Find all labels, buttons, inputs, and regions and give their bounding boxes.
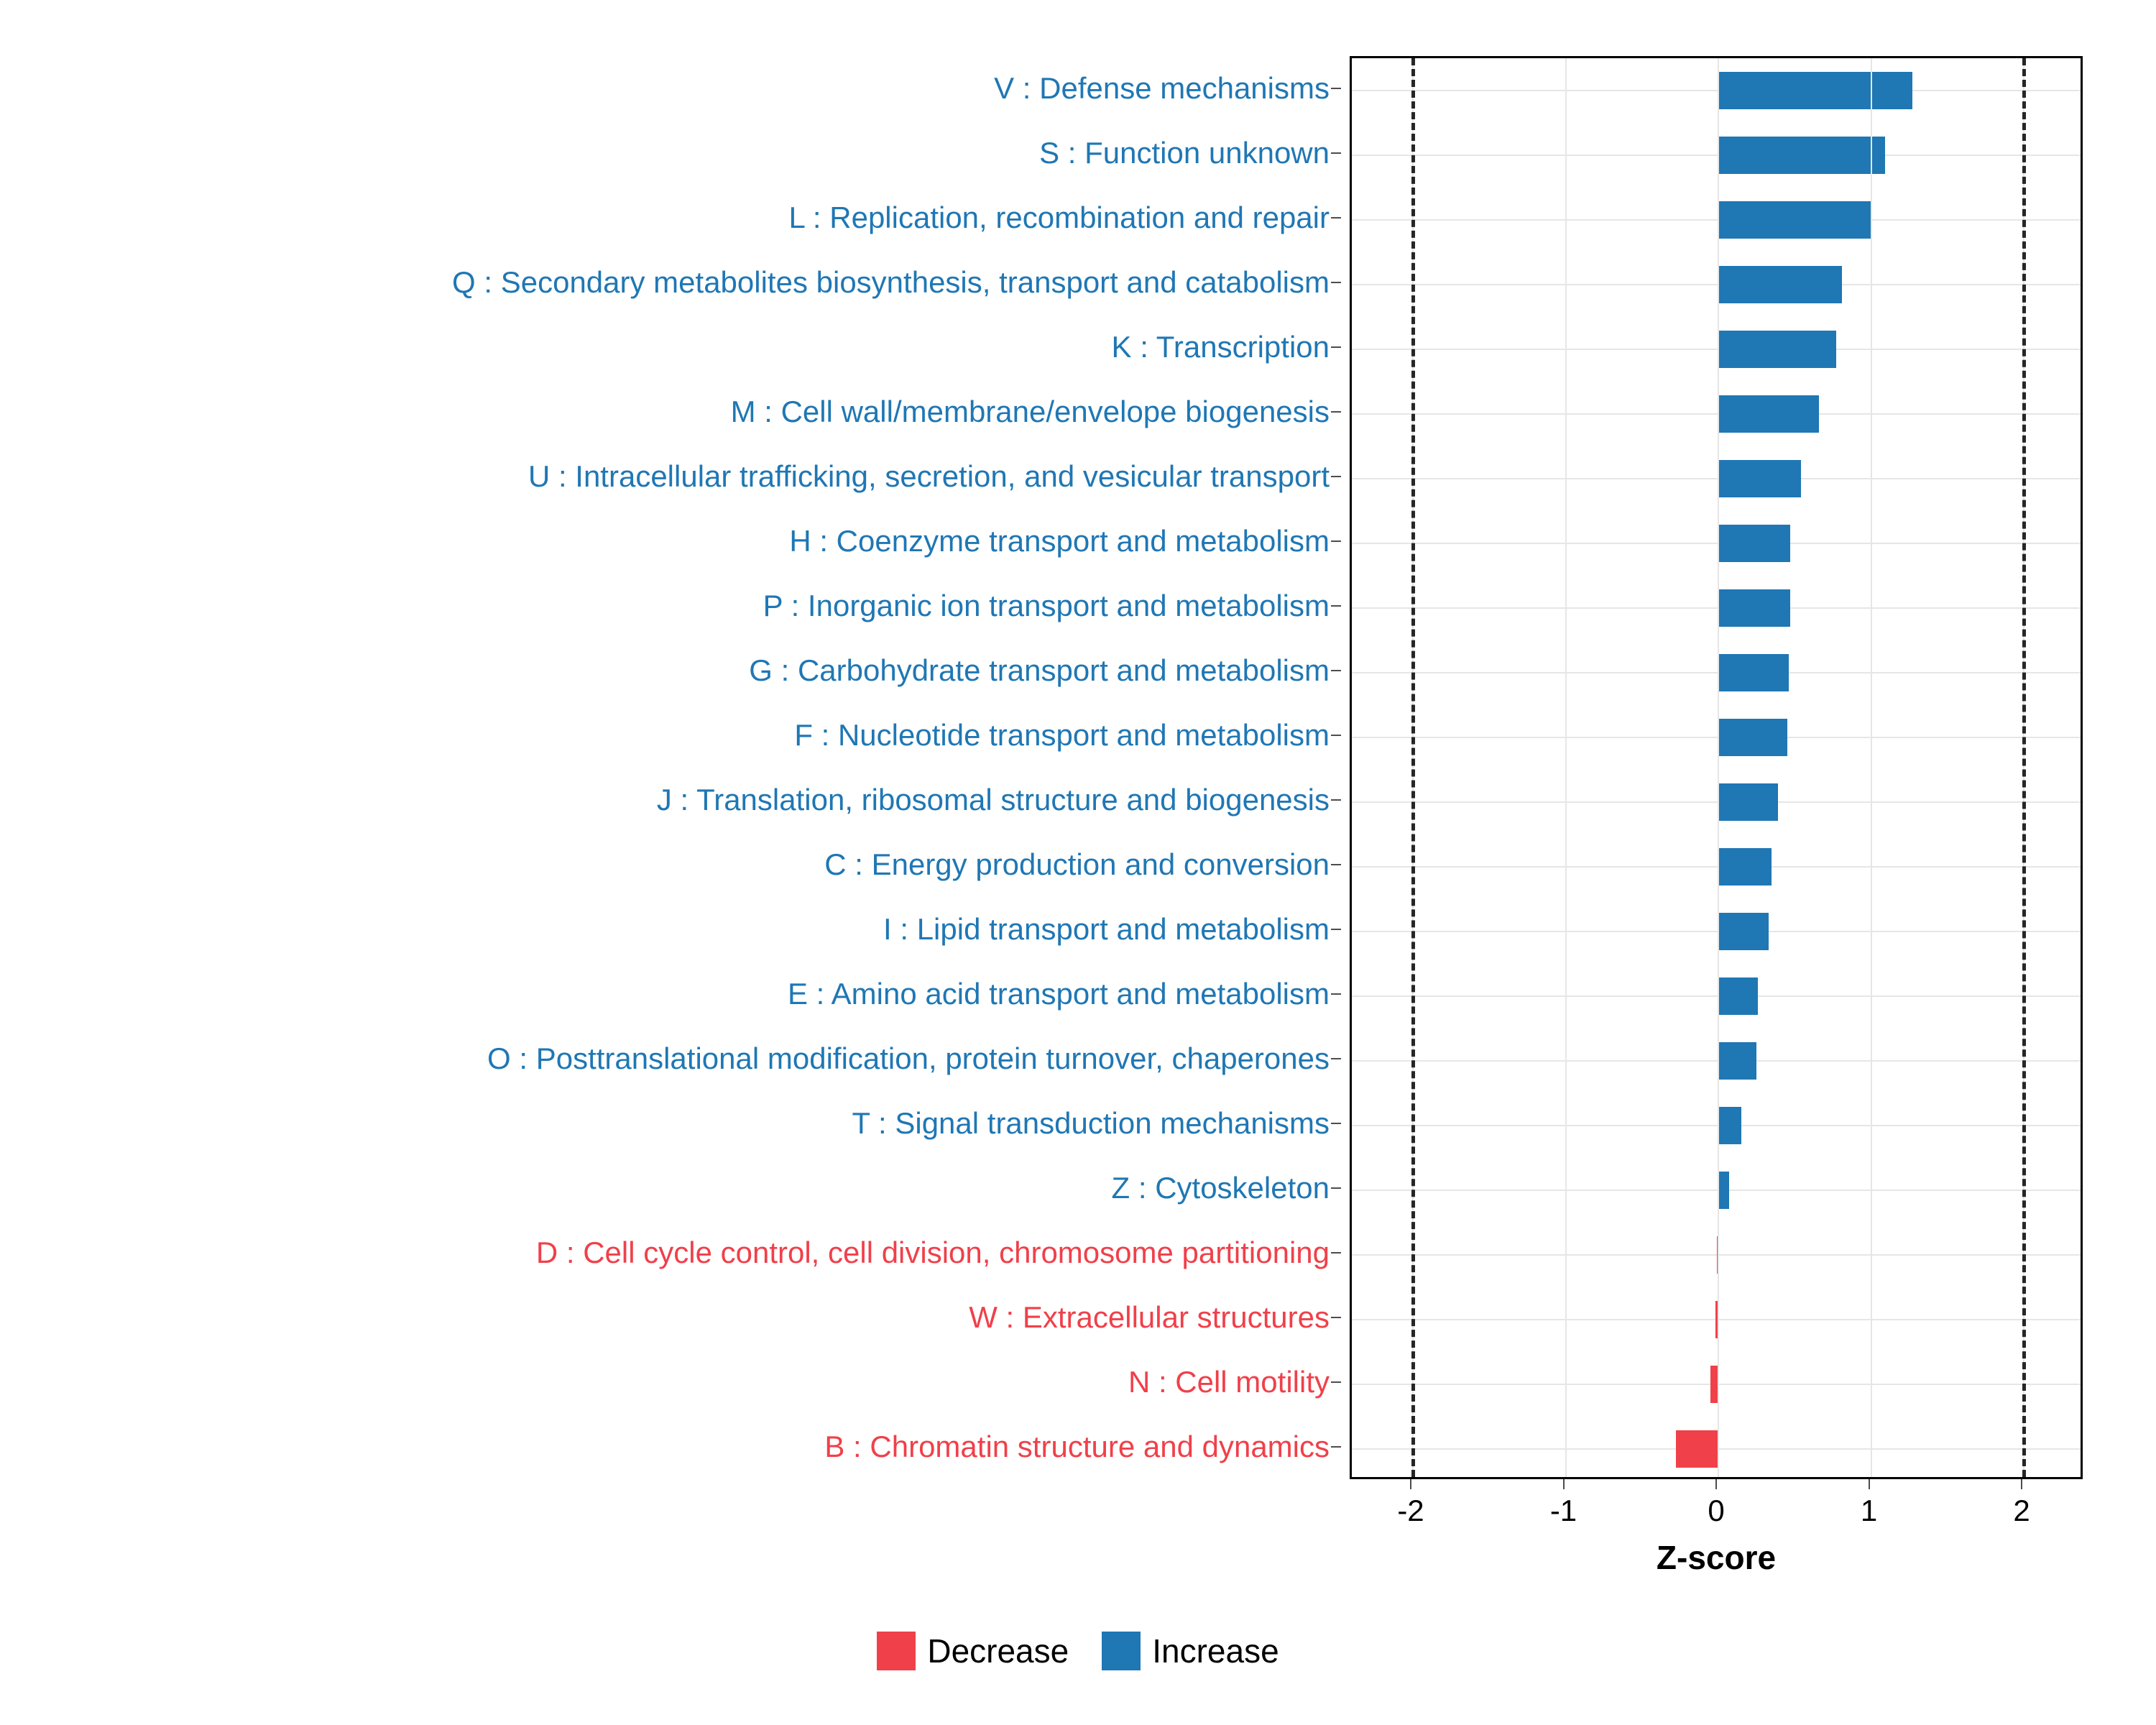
bar-increase (1718, 525, 1790, 562)
x-tick-mark (1869, 1479, 1870, 1489)
grid-line-horizontal (1352, 1190, 2081, 1191)
grid-line-horizontal (1352, 1125, 2081, 1126)
category-tick-mark (1331, 88, 1341, 89)
x-tick-mark (1410, 1479, 1411, 1489)
grid-line-horizontal (1352, 1060, 2081, 1062)
bar-increase (1718, 266, 1842, 303)
x-tick-label: -2 (1397, 1494, 1424, 1527)
category-tick-mark (1331, 799, 1341, 801)
x-tick-mark (2021, 1479, 2022, 1489)
grid-line-horizontal (1352, 931, 2081, 932)
grid-line-horizontal (1352, 672, 2081, 673)
category-tick-mark (1331, 282, 1341, 283)
legend-swatch-decrease (877, 1632, 916, 1670)
bar-increase (1718, 1042, 1756, 1080)
category-tick-mark (1331, 1381, 1341, 1383)
x-tick-label: 2 (2013, 1494, 2030, 1527)
category-tick-mark (1331, 476, 1341, 477)
x-tick-mark (1715, 1479, 1717, 1489)
grid-line-horizontal (1352, 284, 2081, 285)
category-tick-mark (1331, 605, 1341, 607)
bar-increase (1718, 1172, 1729, 1209)
x-tick-label: 0 (1708, 1494, 1725, 1527)
bar-increase (1718, 331, 1836, 368)
bar-increase (1718, 137, 1885, 174)
category-tick-mark (1331, 411, 1341, 413)
category-tick-mark (1331, 993, 1341, 995)
category-tick-mark (1331, 1317, 1341, 1318)
bar-increase (1718, 395, 1819, 433)
category-tick-mark (1331, 217, 1341, 218)
category-tick-mark (1331, 1187, 1341, 1189)
grid-line-horizontal (1352, 866, 2081, 868)
bar-decrease (1676, 1430, 1719, 1468)
bar-increase (1718, 848, 1772, 886)
category-tick-mark (1331, 1058, 1341, 1059)
grid-line-horizontal (1352, 801, 2081, 803)
reference-line (1411, 58, 1415, 1477)
grid-line-horizontal (1352, 90, 2081, 91)
bar-increase (1718, 589, 1790, 627)
grid-line-vertical (1565, 58, 1567, 1477)
legend-label-decrease: Decrease (927, 1632, 1069, 1670)
x-tick-label: -1 (1549, 1494, 1577, 1527)
grid-line-horizontal (1352, 607, 2081, 609)
bar-increase (1718, 913, 1769, 950)
x-axis-title: Z-score (1656, 1539, 1777, 1576)
grid-line-horizontal (1352, 478, 2081, 479)
category-tick-mark (1331, 1252, 1341, 1254)
reference-line (2022, 58, 2026, 1477)
bar-increase (1718, 72, 1912, 109)
x-tick-mark (1563, 1479, 1565, 1489)
grid-line-vertical (1871, 58, 1872, 1477)
grid-line-horizontal (1352, 219, 2081, 221)
category-tick-mark (1331, 540, 1341, 542)
grid-line-horizontal (1352, 995, 2081, 997)
bar-increase (1718, 460, 1801, 497)
grid-line-horizontal (1352, 413, 2081, 415)
category-tick-mark (1331, 864, 1341, 865)
bar-increase (1718, 654, 1789, 691)
bar-increase (1718, 978, 1758, 1015)
x-tick-label: 1 (1860, 1494, 1878, 1527)
grid-line-horizontal (1352, 737, 2081, 738)
category-tick-mark (1331, 152, 1341, 154)
legend-label-increase: Increase (1152, 1632, 1279, 1670)
grid-line-horizontal (1352, 543, 2081, 544)
category-tick-mark (1331, 1123, 1341, 1124)
plot-area (1352, 58, 2081, 1477)
category-tick-mark (1331, 929, 1341, 930)
category-tick-mark (1331, 346, 1341, 348)
legend-swatch-increase (1102, 1632, 1141, 1670)
bar-increase (1718, 719, 1787, 756)
category-tick-mark (1331, 670, 1341, 671)
category-axis-labels: V : Defense mechanisms S : Function unknown L : Replication, recombination and repair Q : Secondary metabolites biosynthesis, transport and catabolism K : Transcription M : Cell wall/membrane/envelope biogenesis U : Intracellular trafficking, secretion, and vesicular transport H : Coenzyme transport and metabolism P : Inorganic ion transport and metabolism G : Carbohydrate transport and metabolism F : Nucleotide transport and metabolism J : Translation, ribosomal structure and biogenesis C : Energy production and conversion I : Lipid transport and metabolism E : Amino acid transport and metabolism O : Posttranslational modification, protein turnover, chaperones T : Signal transduction mechanisms Z : Cytoskeleton D : Cell cycle control, cell division, chromosome partitioning W : Extracellular structures N : Cell motility B : Chromatin structure and dynamics (0, 56, 1345, 1479)
grid-line-horizontal (1352, 155, 2081, 156)
bar-increase (1718, 783, 1778, 821)
legend-item-increase (1102, 1632, 1279, 1670)
bar-increase (1718, 201, 1871, 239)
plot-panel (1350, 56, 2083, 1479)
bar-increase (1718, 1107, 1741, 1144)
legend-item-decrease (877, 1632, 1069, 1670)
grid-line-horizontal (1352, 349, 2081, 350)
grid-line-vertical (1718, 58, 1719, 1477)
category-tick-mark (1331, 735, 1341, 736)
chart-legend (0, 1632, 2156, 1670)
category-tick-mark (1331, 1446, 1341, 1448)
